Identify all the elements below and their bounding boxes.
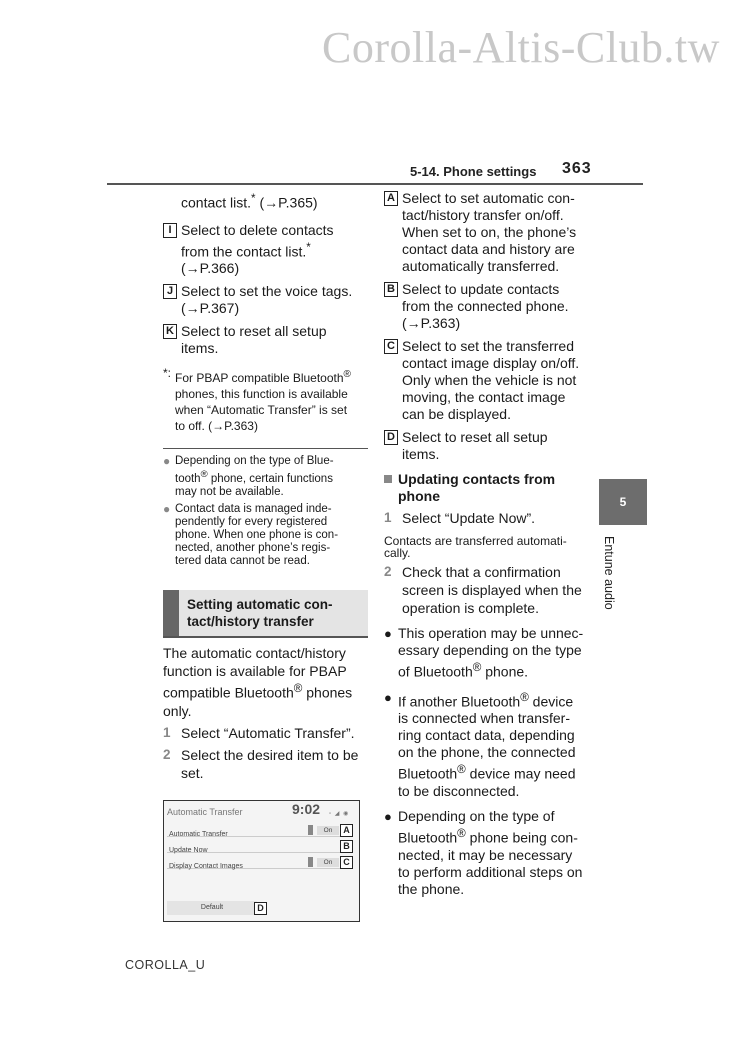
step-text: set. [181,764,204,781]
screen-badge-d: D [254,902,267,915]
item-j-ref: (→P.367) [181,300,240,317]
intro-text: contact list. [181,194,252,211]
step-number: 2 [163,746,171,762]
bullet-icon: ● [384,626,392,641]
step-text: Select “Update Now”. [402,510,536,526]
note-line: Contact data is managed inde- [175,503,332,516]
section-title-line: tact/history transfer [187,614,314,630]
reg-mark: ® [293,682,303,696]
screen-badge-b: B [340,840,353,853]
screen-title: Automatic Transfer [167,806,243,817]
bullet-item [384,689,584,800]
note-bullet-icon: ● [163,502,171,517]
footnote-line: phones, this function is available [175,387,348,402]
item-i-line: from the contact list. [181,243,307,260]
step-1 [163,724,368,742]
row-label: Display Contact Images [169,862,243,870]
item-c-line: moving, the contact image [402,389,566,405]
reg-mark: ® [343,369,351,381]
item-b [384,281,584,332]
badge-k: K [163,324,177,339]
badge-d: D [384,430,398,445]
bullet-line: phone being con- [465,829,578,846]
page-number: 363 [562,160,592,177]
item-a-line: When set to on, the phone’s [402,224,577,240]
step-text: Select the desired item to be [181,746,359,763]
bullet-line: If another Bluetooth [398,693,521,710]
step-text: screen is displayed when the [402,582,582,598]
toggle-state[interactable]: On [317,858,339,867]
badge-j: J [163,284,177,299]
para-line: only. [163,702,192,719]
section-bar [163,590,179,636]
status-icons: ▫ ◢ ◉ [329,810,350,817]
intro-paragraph [163,644,368,720]
item-k-line: items. [181,340,219,357]
screen-badge-c: C [340,856,353,869]
update-step-1 [384,509,584,527]
note-line: tooth [175,473,201,486]
reg-mark: ® [457,826,466,840]
bullet-line: device may need [465,765,576,782]
item-c [384,338,584,423]
bullet-icon: ● [384,689,392,705]
footnote-line: when “Automatic Transfer” is set [175,403,348,418]
screen-clock: 9:02 [292,800,321,817]
item-c-line: contact image display on/off. [402,355,580,371]
section-header: 5-14. Phone settings [410,164,537,179]
step-text: Select “Automatic Transfer”. [181,724,355,741]
bullet-line: ring contact data, depending [398,727,575,744]
item-d [384,429,584,463]
item-i [163,222,368,278]
footnote-star: * [163,366,168,381]
bullet-line: phone. [481,663,529,680]
screen-row-display-contact-images[interactable] [167,855,345,869]
square-bullet-icon [384,475,392,483]
bullet-line: Depending on the type of [398,807,555,824]
sub-heading-line: phone [398,488,440,504]
right-column [384,190,584,898]
default-button[interactable]: Default [167,901,257,915]
item-b-line: from the connected phone. [402,298,569,314]
bullet-line: nected, it may be necessary [398,846,573,863]
screen-badge-a: A [340,824,353,837]
reg-mark: ® [472,661,482,674]
reg-mark: ® [520,690,529,704]
screen-row-automatic-transfer[interactable] [167,823,345,837]
item-j [163,283,368,317]
section-title-line: Setting automatic con- [187,597,333,613]
note-line: nected, another phone’s regis- [175,542,331,555]
step-text: operation is complete. [402,600,539,616]
footnote-line: For PBAP compatible Bluetooth [175,371,344,386]
badge-c: C [384,339,398,354]
toggle-indicator [308,857,313,867]
sub-heading [384,471,584,505]
bullet-line: to perform additional steps on [398,863,583,880]
section-heading [163,590,368,638]
badge-a: A [384,191,398,206]
item-d-line: items. [402,446,440,462]
item-c-line: can be displayed. [402,406,511,422]
bullet-line: This operation may be unnec- [398,625,584,641]
step-text: Check that a confirmation [402,564,561,580]
chapter-tab[interactable]: 5 [599,479,647,525]
item-a-line: contact data and history are [402,241,575,257]
step-number: 1 [163,724,171,740]
footnote-line: to off. (→P.363) [175,419,258,434]
para-line: compatible Bluetooth [163,684,294,701]
small-note-line: cally. [384,546,411,560]
bullet-icon: ● [384,808,392,824]
bullet-line: the phone. [398,880,465,897]
bullet-line: device [528,693,574,710]
item-i-ref: (→P.366) [181,260,240,277]
item-a-line: Select to set automatic con- [402,190,575,206]
chapter-tab-label: Entune audio [602,536,616,610]
bullet-line: essary depending on the type [398,642,582,658]
item-c-line: Only when the vehicle is not [402,372,577,388]
small-note [384,535,584,559]
note-divider [163,448,368,449]
screen-illustration [163,800,360,922]
toggle-state[interactable]: On [317,826,339,835]
bullet-line: on the phone, the connected [398,744,576,761]
footnote: *: For PBAP compatible Bluetooth® phones, this function is available when “Automatic Transfer” is set to off. (→P.363) [163,367,368,434]
para-line: The automatic contact/history [163,645,346,662]
para-line: phones [302,684,353,701]
item-c-line: Select to set the transferred [402,338,574,354]
reg-mark: ® [457,763,466,777]
intro-ref: (→P.365) [259,194,318,211]
note-line: phone, certain functions [207,473,333,486]
note-line: may not be available. [175,486,284,499]
note-line: tered data cannot be read. [175,555,310,568]
intro-continuation [163,190,368,212]
toggle-indicator [308,825,313,835]
item-k-line: Select to reset all setup [181,323,327,340]
bullet-item [384,808,584,898]
bullet-line: Bluetooth [398,765,458,782]
asterisk: * [306,240,311,254]
step-number: 1 [384,510,392,525]
item-b-ref: (→P.363) [402,315,461,331]
step-2 [163,746,368,782]
bullet-line: to be disconnected. [398,782,520,799]
footer-code: COROLLA_U [125,958,206,972]
item-j-line: Select to set the voice tags. [181,283,353,300]
left-column [163,190,368,922]
item-b-line: Select to update contacts [402,281,560,297]
item-k [163,323,368,357]
badge-i: I [163,223,177,238]
note-item [163,455,368,499]
note-line: phone. When one phone is con- [175,529,339,542]
row-label: Automatic Transfer [169,830,228,838]
screen-row-update-now[interactable] [167,839,345,853]
badge-b: B [384,282,398,297]
update-step-2 [384,563,584,617]
item-i-line: Select to delete contacts [181,221,334,238]
reg-mark: ® [200,469,208,481]
bullet-line: of Bluetooth [398,663,473,680]
asterisk: * [251,192,256,205]
item-d-line: Select to reset all setup [402,429,548,445]
note-line: pendently for every registered [175,516,328,529]
note-item [163,503,368,568]
step-number: 2 [384,564,392,579]
item-a [384,190,584,275]
bullet-item [384,625,584,681]
sub-heading-line: Updating contacts from [398,471,556,487]
note-line: Depending on the type of Blue- [175,455,334,468]
item-a-line: tact/history transfer on/off. [402,207,564,223]
bullet-line: Bluetooth [398,829,458,846]
note-bullet-icon: ● [163,454,171,469]
bullet-line: is connected when transfer- [398,710,570,727]
item-a-line: automatically transferred. [402,258,560,274]
small-note-line: Contacts are transferred automati- [384,534,567,548]
watermark: Corolla-Altis-Club.tw [322,23,720,72]
header-rule [107,183,643,185]
row-label: Update Now [169,846,208,854]
para-line: function is available for PBAP [163,663,347,680]
